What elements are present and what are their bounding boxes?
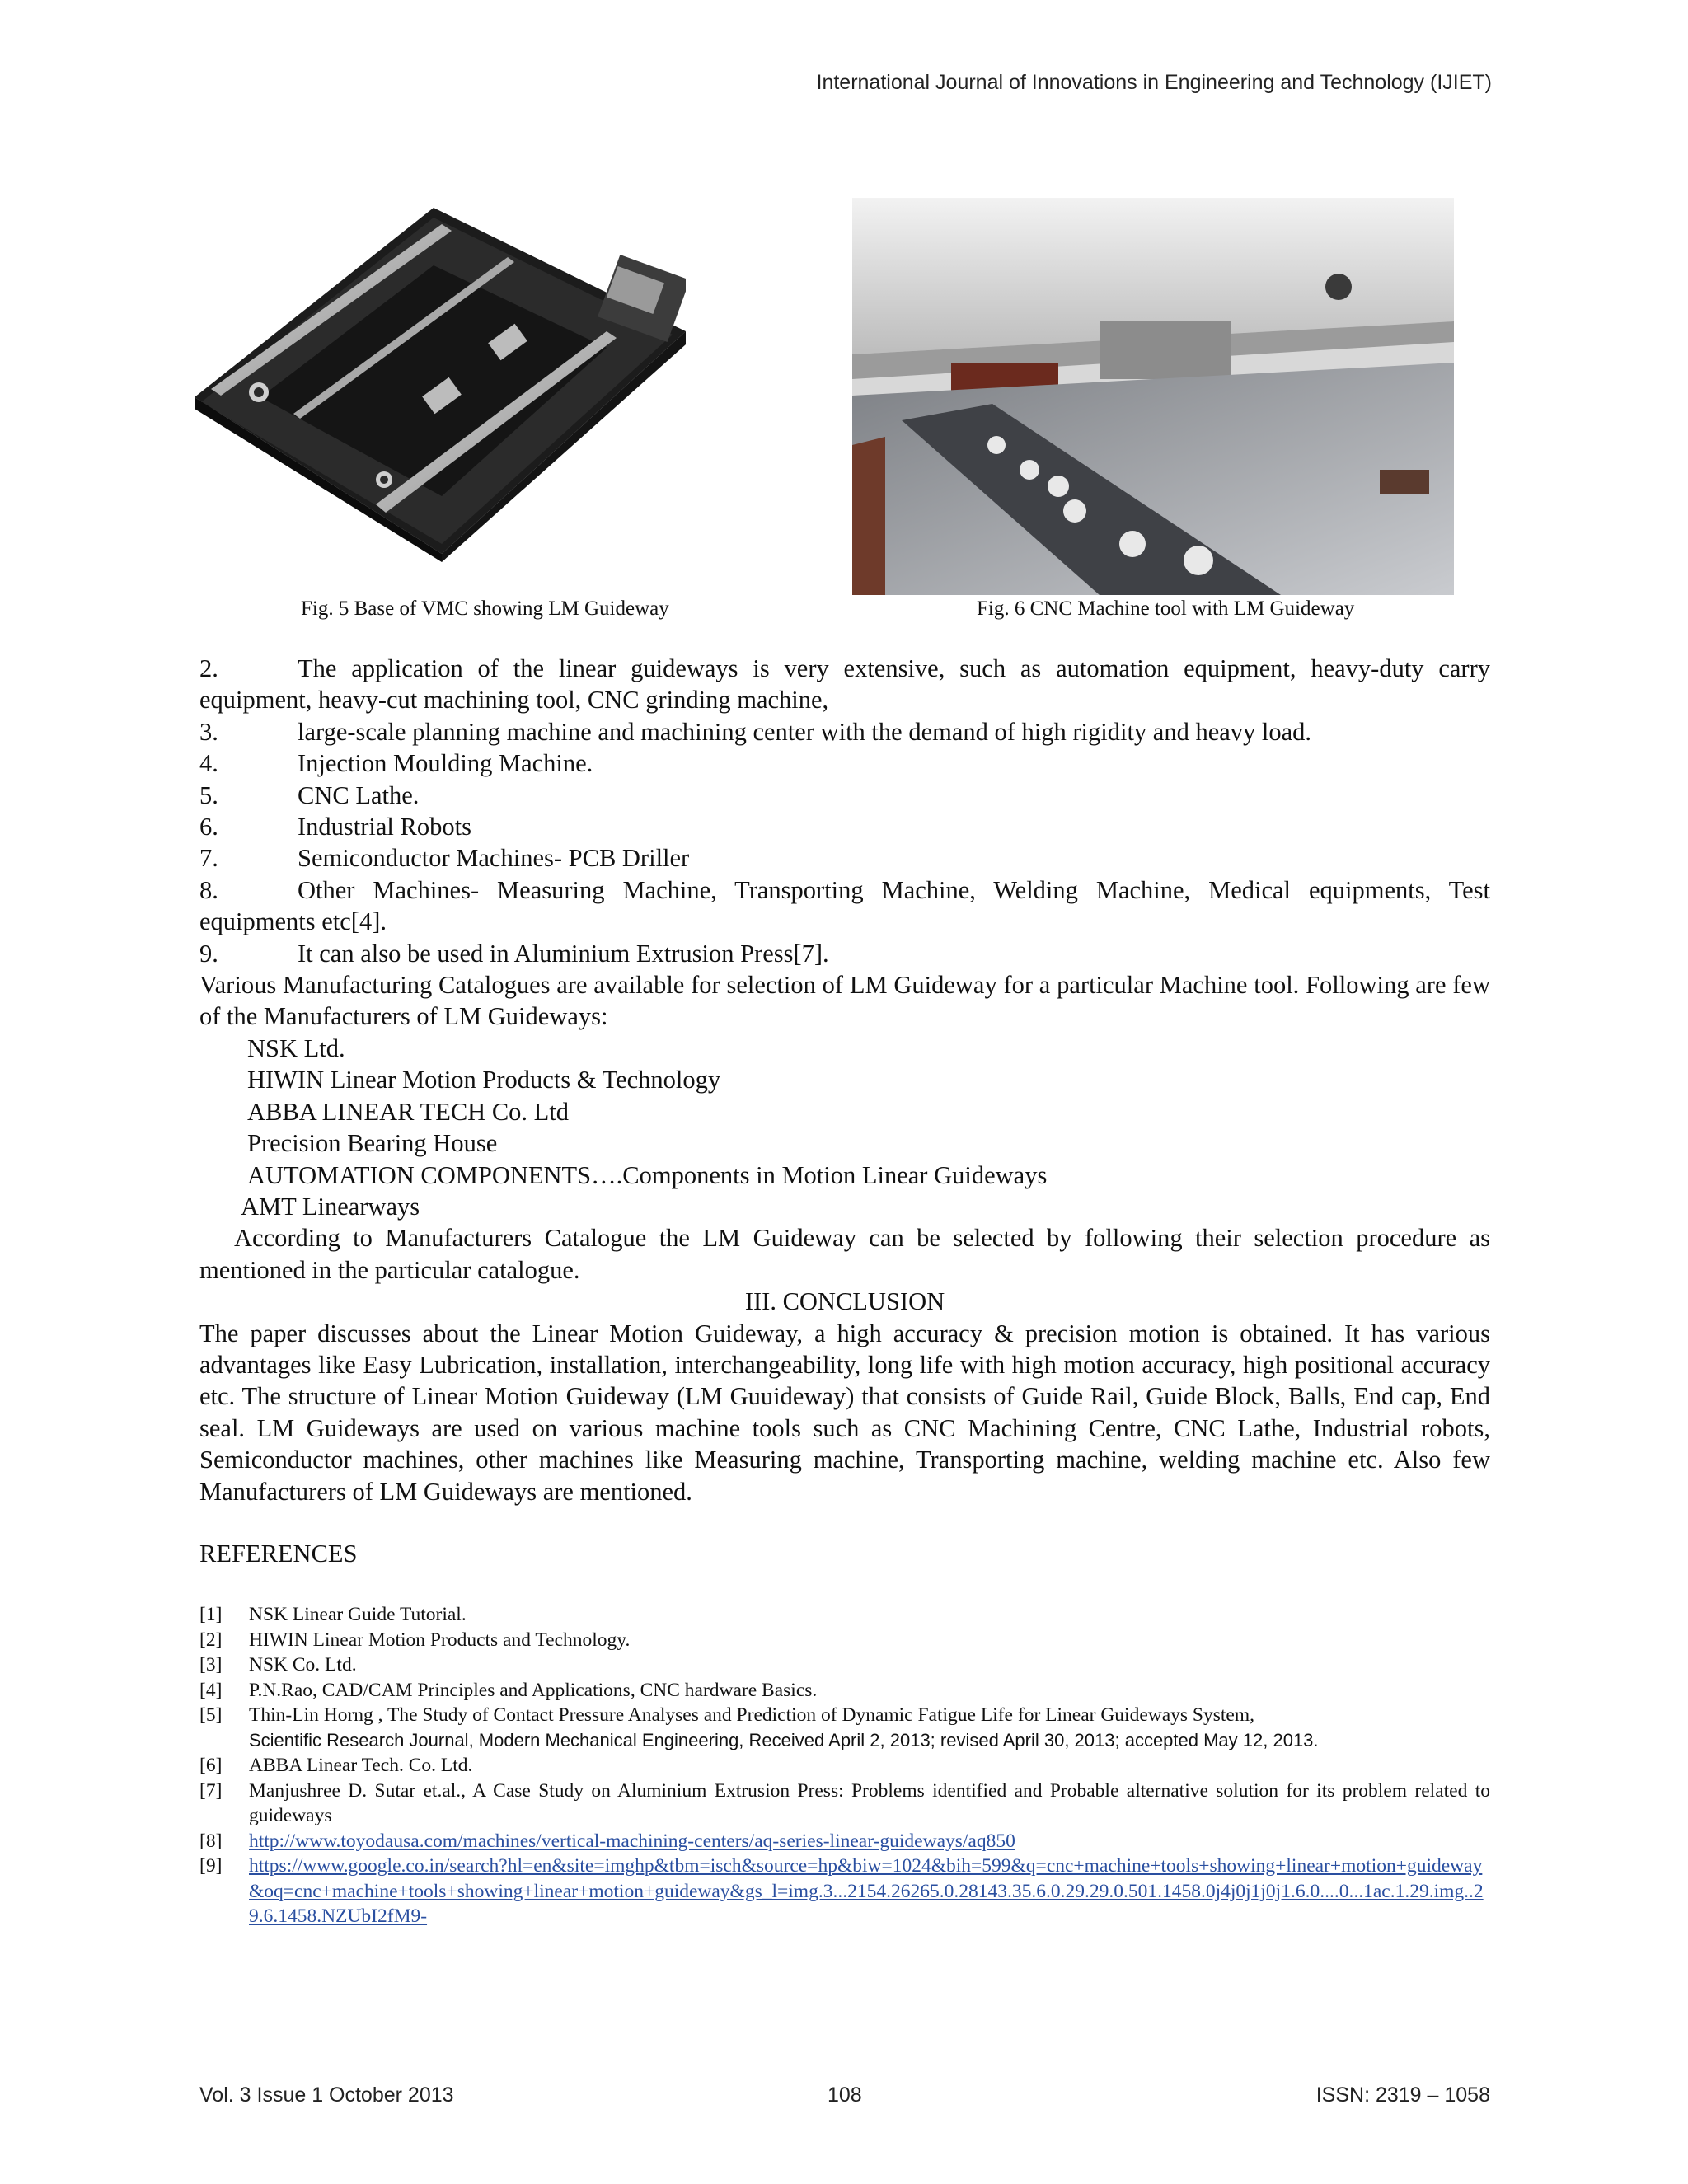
references-list xyxy=(199,1602,1490,1929)
list-number: 3. xyxy=(199,717,218,746)
reference-number: [7] xyxy=(199,1779,223,1802)
reference-number: [2] xyxy=(199,1629,223,1651)
reference-number: [1] xyxy=(199,1604,223,1625)
list-text: Injection Moulding Machine. xyxy=(298,749,593,778)
reference-number: [4] xyxy=(199,1679,223,1701)
running-header: International Journal of Innovations in Engineering and Technology (IJIET) xyxy=(816,71,1492,94)
list-text: It can also be used in Aluminium Extrusion Press[7]. xyxy=(298,939,829,968)
footer-issn: ISSN: 2319 – 1058 xyxy=(1315,2083,1490,2107)
reference-item xyxy=(199,1602,1490,1628)
manufacturer-item: HIWIN Linear Motion Products & Technology xyxy=(247,1066,721,1094)
reference-item xyxy=(199,1678,1490,1704)
manufacturer-item: AMT Linearways xyxy=(241,1192,420,1221)
body-text xyxy=(199,653,1490,1507)
footer-page-number: 108 xyxy=(828,2083,862,2107)
list-item xyxy=(199,938,1490,969)
reference-text: HIWIN Linear Motion Products and Technology. xyxy=(249,1629,631,1651)
figure-6-cnc-machine-image xyxy=(852,198,1454,595)
manufacturer-item: NSK Ltd. xyxy=(247,1033,345,1062)
reference-text: ABBA Linear Tech. Co. Ltd. xyxy=(249,1755,473,1776)
reference-number: [6] xyxy=(199,1755,223,1776)
catalogues-paragraph: Various Manufacturing Catalogues are available for selection of LM Guideway for a particular Machine tool. Following are few of the Manufacturers of LM Guideways: xyxy=(199,971,1490,1031)
reference-text: NSK Linear Guide Tutorial. xyxy=(249,1604,467,1625)
list-number: 7. xyxy=(199,844,218,873)
reference-number: [5] xyxy=(199,1704,223,1726)
manufacturer-item: AUTOMATION COMPONENTS….Components in Motion Linear Guideways xyxy=(247,1160,1048,1189)
reference-item xyxy=(199,1854,1490,1929)
list-text: CNC Lathe. xyxy=(298,780,420,809)
reference-item xyxy=(199,1652,1490,1678)
list-number: 9. xyxy=(199,939,218,968)
list-number: 5. xyxy=(199,780,218,809)
list-text: Industrial Robots xyxy=(298,813,471,841)
reference-text-continued: Scientific Research Journal, Modern Mechanical Engineering, Received April 2, 2013; revised April 30, 2013; accepted May 12, 2013. xyxy=(249,1729,1319,1750)
list-item xyxy=(199,748,1490,779)
reference-text: NSK Co. Ltd. xyxy=(249,1654,357,1675)
reference-item xyxy=(199,1628,1490,1653)
reference-text: Thin-Lin Horng , The Study of Contact Pressure Analyses and Prediction of Dynamic Fatigue Life for Linear Guideways System, xyxy=(249,1704,1255,1726)
figure-5-caption: Fig. 5 Base of VMC showing LM Guideway xyxy=(301,598,669,620)
list-item xyxy=(199,842,1490,874)
list-text: Semiconductor Machines- PCB Driller xyxy=(298,844,690,873)
list-number: 2. xyxy=(199,654,218,682)
list-text: The application of the linear guideways is very extensive, such as automation equipment, heavy-duty carry equipment, heavy-cut machining tool, CNC grinding machine, xyxy=(199,654,1490,715)
reference-item xyxy=(199,1779,1490,1829)
reference-number: [9] xyxy=(199,1855,223,1877)
reference-link[interactable]: http://www.toyodausa.com/machines/vertical-machining-centers/aq-series-linear-guideways/aq850 xyxy=(249,1830,1015,1852)
list-text: large-scale planning machine and machining center with the demand of high rigidity and heavy load. xyxy=(298,717,1312,746)
list-item xyxy=(199,780,1490,811)
list-item xyxy=(199,811,1490,842)
reference-item xyxy=(199,1829,1490,1854)
list-item xyxy=(199,716,1490,748)
figure-6-caption: Fig. 6 CNC Machine tool with LM Guideway xyxy=(977,598,1355,620)
manufacturer-item: Precision Bearing House xyxy=(247,1129,498,1158)
section-heading: III. CONCLUSION xyxy=(744,1287,945,1316)
manufacturer-item: ABBA LINEAR TECH Co. Ltd xyxy=(247,1097,570,1126)
conclusion-paragraph: The paper discusses about the Linear Motion Guideway, a high accuracy & precision motion is obtained. It has various advantages like Easy Lubrication, installation, interchangeability, long life with high motion accuracy, high positional accuracy etc. The structure of Linear Motion Guideway (LM Guuideway) that consists of Guide Rail, Guide Block, Balls, End cap, End seal. LM Guideways are used on various machine tools such as CNC Machining Centre, CNC Lathe, Industrial robots, Semiconductor machines, other machines like Measuring machine, Transporting machine, welding machine etc. Also few Manufacturers of LM Guideways are mentioned. xyxy=(199,1319,1490,1506)
reference-number: [8] xyxy=(199,1830,223,1852)
list-number: 4. xyxy=(199,749,218,778)
list-item xyxy=(199,874,1490,938)
list-number: 8. xyxy=(199,875,218,904)
list-number: 6. xyxy=(199,813,218,841)
reference-text: P.N.Rao, CAD/CAM Principles and Applications, CNC hardware Basics. xyxy=(249,1679,818,1701)
list-text: Other Machines- Measuring Machine, Transporting Machine, Welding Machine, Medical equipments, Test equipments etc[4]. xyxy=(199,875,1490,936)
reference-link[interactable]: https://www.google.co.in/search?hl=en&site=imghp&tbm=isch&source=hp&biw=1024&bih=599&q=cnc+machine+tools+showing+linear+motion+guideway&oq=cnc+machine+tools+showing+linear+motion+guideway&gs_l=img.3...2154.26265.0.28143.35.6.0.29.29.0.501.1458.0j4j0j1j0j1.6.0....0...1ac.1.29.img..29.6.1458.NZUbI2fM9- xyxy=(249,1855,1484,1927)
reference-text: Manjushree D. Sutar et.al., A Case Study on Aluminium Extrusion Press: Problems identified and Probable alternative solution for its problem related to guideways xyxy=(249,1779,1490,1826)
selection-paragraph: According to Manufacturers Catalogue the LM Guideway can be selected by following their selection procedure as mentioned in the particular catalogue. xyxy=(199,1224,1490,1284)
figure-5-vmc-base-image xyxy=(195,208,686,562)
references-heading: REFERENCES xyxy=(199,1540,358,1568)
reference-item xyxy=(199,1703,1490,1753)
reference-number: [3] xyxy=(199,1654,223,1675)
list-item xyxy=(199,653,1490,716)
footer-volume: Vol. 3 Issue 1 October 2013 xyxy=(199,2083,454,2107)
reference-item xyxy=(199,1753,1490,1779)
